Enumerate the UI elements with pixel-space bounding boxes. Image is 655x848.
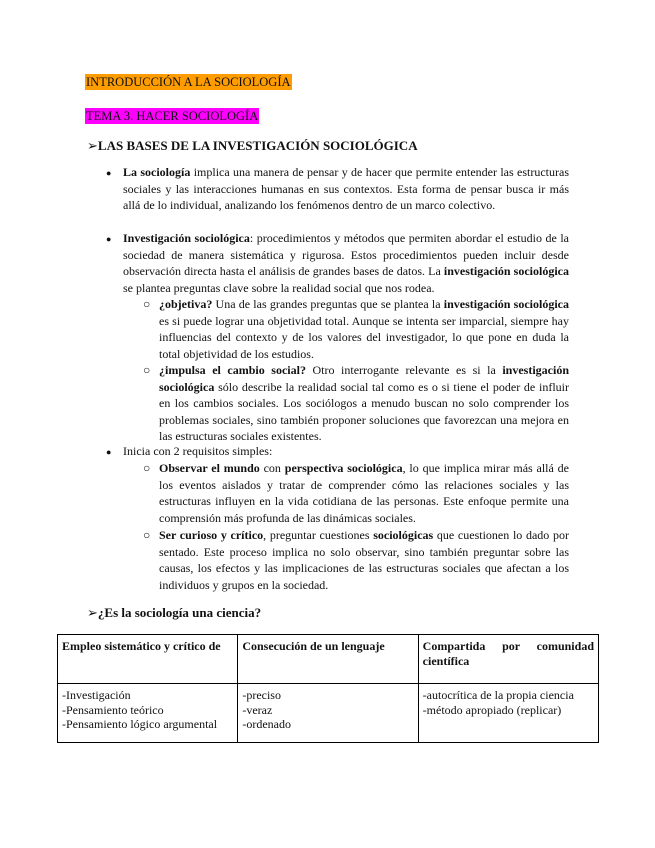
table-cell: -autocrítica de la propia ciencia -método apropiado (replicar) (418, 684, 598, 743)
subbullet-observar: Observar el mundo con perspectiva sociológica, lo que implica mirar más allá de los eventos aislados y tratar de comprender cómo las relaciones sociales y las estructuras influyen en la vida cotidiana de las personas. Este enfoque permite una comprensión más profunda de las dinámicas sociales. (159, 461, 569, 525)
section-heading-ciencia (87, 604, 261, 621)
term-sociologia: La sociología (123, 165, 191, 179)
arrow-bullet-icon: ➢ (87, 138, 98, 153)
bullet-investigacion: Investigación sociológica: procedimientos y métodos que permiten abordar el estudio de la sociedad de manera sistemática y rigurosa. Estos procedimientos pueden incluir desde observación directa hasta el análisis de grandes bases de datos. La investigación sociológica se plantea preguntas clave sobre la realidad social que nos rodea. (123, 231, 569, 295)
table-header-cell: Empleo sistemático y crítico de (58, 635, 238, 684)
table-cell: -preciso -veraz -ordenado (238, 684, 418, 743)
section-heading-bases (87, 137, 418, 154)
table-cell: -Investigación -Pensamiento teórico -Pensamiento lógico argumental (58, 684, 238, 743)
ciencia-table (57, 634, 599, 743)
subject-highlight: INTRODUCCIÓN A LA SOCIOLOGÍA (86, 75, 291, 89)
circle-bullet-icon: ○ (143, 528, 151, 542)
section-title: ¿Es la sociología una ciencia? (97, 605, 262, 620)
table-header-cell: Compartida por comunidad científica (418, 635, 598, 684)
table-row (58, 684, 599, 743)
bullet-sociologia: La sociología implica una manera de pensar y de hacer que permite entender las estructuras sociales y las interacciones humanas en sus contextos. Esta forma de pensar busca ir más allá de lo individual, analizando los fenómenos dentro de un marco colectivo. (123, 165, 569, 212)
table-header-row (58, 635, 599, 684)
topic-highlight: TEMA 3. HACER SOCIOLOGÍA (86, 109, 259, 123)
circle-bullet-icon: ○ (143, 363, 151, 377)
term-investigacion: Investigación sociológica (123, 231, 250, 245)
bullet-dot-icon: ● (106, 234, 112, 244)
circle-bullet-icon: ○ (143, 297, 151, 311)
table-header-cell: Consecución de un lenguaje (238, 635, 418, 684)
arrow-bullet-icon: ➢ (87, 605, 98, 620)
subbullet-curioso: Ser curioso y crítico, preguntar cuestiones sociológicas que cuestionen lo dado por sentado. Este proceso implica no solo observar, sino también preguntar sobre las causas, los efectos y las implicaciones de las estructuras sociales que afectan a los individuos y grupos en la sociedad. (159, 528, 569, 592)
bullet-dot-icon: ● (106, 447, 112, 457)
bullet-requisitos: Inicia con 2 requisitos simples: (123, 444, 273, 458)
subbullet-objetiva: ¿objetiva? Una de las grandes preguntas que se plantea la investigación sociológica es si puede lograr una objetividad total. Aunque se intenta ser imparcial, siempre hay influencias del contexto y de los valores del investigador, lo que pone en duda la total objetividad de los estudios. (159, 297, 569, 361)
bullet-dot-icon: ● (106, 168, 112, 178)
section-title: LAS BASES DE LA INVESTIGACIÓN SOCIOLÓGICA (97, 138, 418, 153)
subbullet-cambio-social: ¿impulsa el cambio social? Otro interrogante relevante es si la investigación sociológica sólo describe la realidad social tal como es o si tiene el poder de influir en los cambios sociales. Los sociólogos a menudo buscan no solo comprender los problemas sociales, sino también proponer soluciones que favorezcan una mejora en las estructuras sociales existentes. (159, 363, 569, 443)
circle-bullet-icon: ○ (143, 461, 151, 475)
